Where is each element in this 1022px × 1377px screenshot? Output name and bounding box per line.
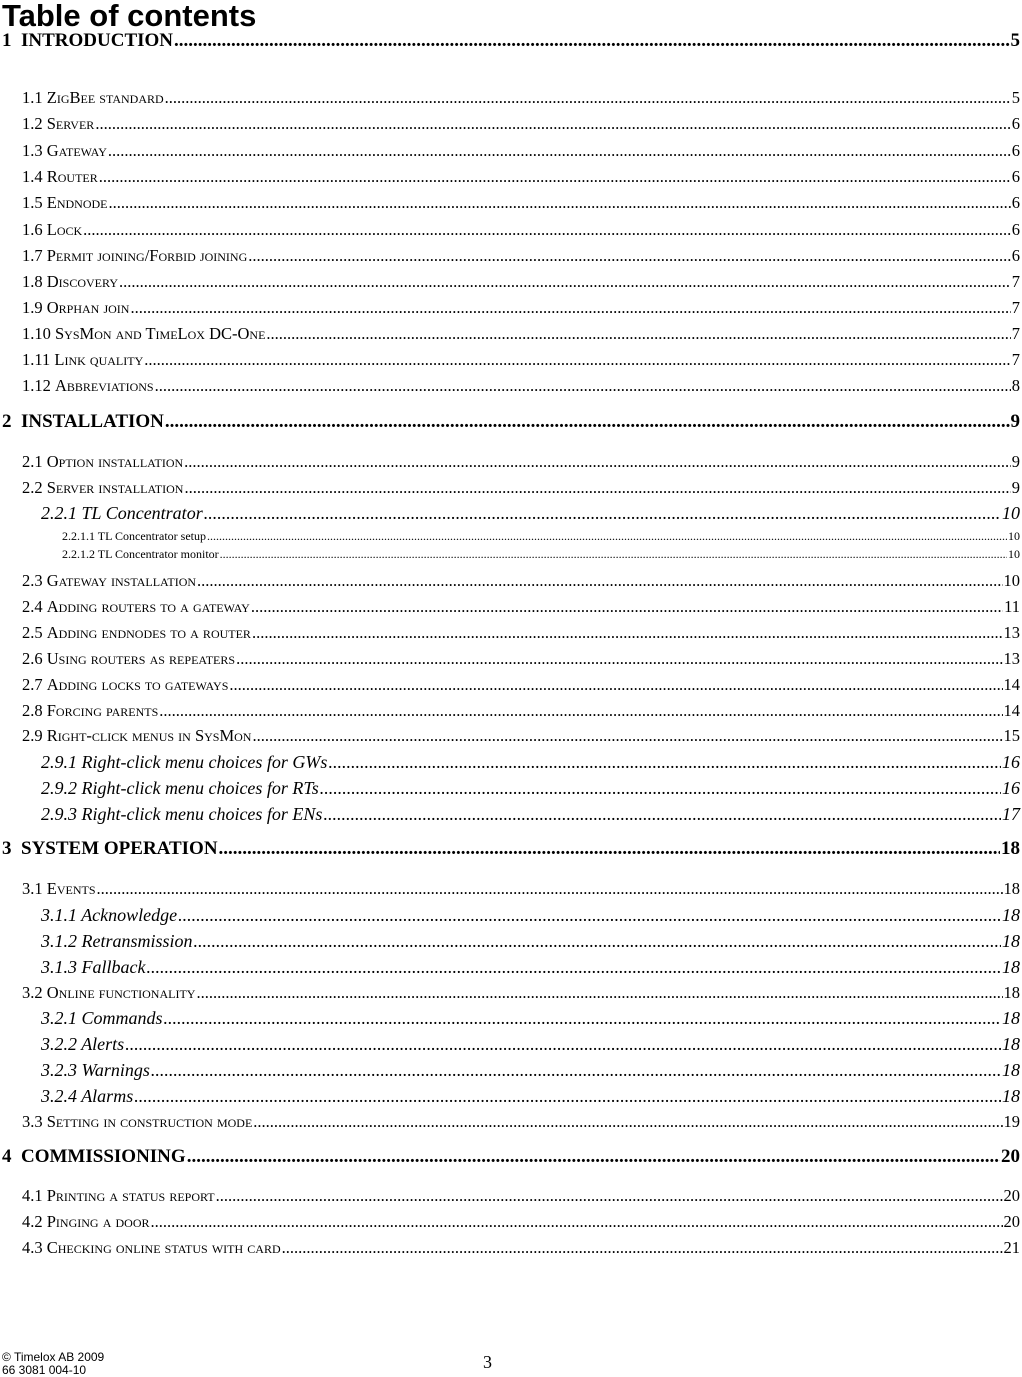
toc-entry-text: Endnode bbox=[46, 193, 108, 212]
toc-entry-title bbox=[22, 298, 129, 318]
toc-entry-title bbox=[41, 778, 319, 799]
toc-entry-page: 13 bbox=[1003, 623, 1020, 642]
toc-entry-text: Abbreviations bbox=[55, 376, 154, 395]
toc-entry-number: 2.9.2 bbox=[41, 778, 82, 798]
toc-entry-number: 2.6 bbox=[22, 649, 47, 668]
toc-entry[interactable] bbox=[22, 141, 1020, 161]
dot-leader bbox=[99, 167, 1011, 187]
toc-entry-text: Adding locks to gateways bbox=[46, 675, 229, 694]
toc-entry-title bbox=[62, 529, 206, 544]
toc-entry-page: 19 bbox=[1003, 1112, 1020, 1131]
toc-entry-page: 6 bbox=[1011, 141, 1020, 160]
toc-entry-text: Lock bbox=[46, 220, 83, 239]
toc-entry[interactable] bbox=[22, 350, 1020, 370]
dot-leader bbox=[184, 478, 1010, 498]
toc-entry-number: 3.1.3 bbox=[41, 957, 82, 977]
dot-leader bbox=[282, 1238, 1003, 1258]
toc-entry-number: 1 bbox=[2, 30, 21, 51]
dot-leader bbox=[164, 1008, 1001, 1029]
toc-entry-text: Warnings bbox=[81, 1060, 150, 1080]
toc-entry-number: 1.5 bbox=[22, 193, 47, 212]
toc-entry-text: Events bbox=[46, 879, 96, 898]
toc-entry-title bbox=[41, 931, 193, 952]
dot-leader bbox=[109, 193, 1011, 213]
toc-entry[interactable] bbox=[41, 905, 1020, 926]
toc-entry-number: 1.1 bbox=[22, 88, 47, 107]
toc-entry-page: 18 bbox=[1001, 838, 1020, 859]
toc-entry-text: Permit joining/Forbid joining bbox=[46, 246, 248, 265]
toc-entry[interactable] bbox=[22, 879, 1020, 899]
toc-entry-page: 18 bbox=[1002, 1060, 1020, 1080]
toc-entry-text: TL Concentrator bbox=[81, 503, 203, 523]
toc-entry[interactable] bbox=[41, 503, 1020, 524]
dot-leader bbox=[119, 272, 1011, 292]
toc-entry-text: Online functionality bbox=[46, 983, 196, 1002]
toc-entry-title bbox=[22, 272, 118, 292]
toc-entry-page: 11 bbox=[1004, 597, 1020, 616]
toc-entry-page: 13 bbox=[1003, 649, 1020, 668]
toc-entry-text: Right-click menu choices for RTs bbox=[81, 778, 319, 798]
toc-entry-page: 6 bbox=[1011, 114, 1020, 133]
toc-entry-page: 7 bbox=[1011, 272, 1020, 291]
toc-entry[interactable] bbox=[22, 167, 1020, 187]
toc-entry[interactable] bbox=[22, 1186, 1020, 1206]
dot-leader bbox=[220, 547, 1007, 562]
toc-entry-title bbox=[22, 452, 183, 472]
toc-entry-page: 20 bbox=[1001, 1146, 1020, 1167]
toc-entry[interactable] bbox=[22, 220, 1020, 240]
toc-entry-title bbox=[22, 1212, 150, 1232]
toc-entry[interactable] bbox=[41, 1034, 1020, 1055]
dot-leader bbox=[151, 1060, 1001, 1081]
toc-entry-page: 18 bbox=[1003, 879, 1020, 898]
dot-leader bbox=[151, 1212, 1003, 1232]
toc-entry-text: Router bbox=[46, 167, 98, 186]
toc-entry[interactable] bbox=[22, 726, 1020, 746]
toc-entry[interactable] bbox=[22, 298, 1020, 318]
toc-entry-page: 16 bbox=[1002, 752, 1020, 772]
toc-entry-number: 2.2.1 bbox=[41, 503, 82, 523]
toc-entry-number: 2.7 bbox=[22, 675, 47, 694]
dot-leader bbox=[174, 30, 1009, 52]
toc-entry[interactable] bbox=[22, 597, 1020, 617]
toc-entry[interactable] bbox=[22, 571, 1020, 591]
toc-entry-number: 3.2.4 bbox=[41, 1086, 82, 1106]
toc-entry-page: 9 bbox=[1011, 452, 1020, 471]
toc-entry-page: 10 bbox=[1008, 547, 1020, 561]
toc-entry-number: 2.5 bbox=[22, 623, 47, 642]
toc-entry[interactable] bbox=[62, 529, 1020, 544]
toc-entry[interactable] bbox=[22, 675, 1020, 695]
toc-entry[interactable] bbox=[41, 804, 1020, 825]
toc-entry[interactable] bbox=[22, 272, 1020, 292]
toc-entry-text: Gateway installation bbox=[46, 571, 197, 590]
toc-entry-title bbox=[22, 141, 107, 161]
toc-entry-number: 3.2.2 bbox=[41, 1034, 82, 1054]
dot-leader bbox=[165, 411, 1010, 433]
toc-entry-title bbox=[22, 193, 108, 213]
toc-entry-title bbox=[41, 905, 177, 926]
toc-entry-page: 5 bbox=[1011, 88, 1020, 107]
dot-leader bbox=[196, 983, 1002, 1003]
dot-leader bbox=[236, 649, 1002, 669]
toc-entry-number: 2.9 bbox=[22, 726, 47, 745]
toc-entry[interactable] bbox=[2, 1146, 1020, 1168]
document-number: 66 3081 004-10 bbox=[2, 1363, 87, 1377]
toc-entry-text: Right-click menu choices for ENs bbox=[81, 804, 323, 824]
toc-entry-number: 1.12 bbox=[22, 376, 55, 395]
toc-entry-title bbox=[41, 1060, 150, 1081]
toc-entry-page: 18 bbox=[1002, 905, 1020, 925]
toc-entry-title bbox=[22, 114, 94, 134]
toc-entry-text: Option installation bbox=[46, 452, 184, 471]
toc-entry-title bbox=[2, 1146, 186, 1168]
toc-entry[interactable] bbox=[41, 1086, 1020, 1107]
toc-entry-text: COMMISSIONING bbox=[21, 1146, 186, 1167]
dot-leader bbox=[266, 324, 1010, 344]
toc-entry-page: 10 bbox=[1008, 529, 1020, 543]
toc-entry-number: 1.6 bbox=[22, 220, 47, 239]
toc-entry-title bbox=[41, 957, 145, 978]
toc-entry-title bbox=[22, 376, 154, 396]
toc-entry-number: 2.3 bbox=[22, 571, 47, 590]
toc-entry[interactable] bbox=[41, 1060, 1020, 1081]
toc-entry-page: 18 bbox=[1003, 983, 1020, 1002]
toc-entry-number: 3.2.1 bbox=[41, 1008, 82, 1028]
dot-leader bbox=[184, 452, 1011, 472]
toc-entry-number: 3.1 bbox=[22, 879, 47, 898]
dot-leader bbox=[204, 503, 1001, 524]
toc-entry-page: 7 bbox=[1011, 324, 1020, 343]
toc-entry-page: 21 bbox=[1003, 1238, 1020, 1257]
toc-entry-title bbox=[22, 324, 265, 344]
toc-entry-number: 1.2 bbox=[22, 114, 47, 133]
toc-entry-title bbox=[22, 623, 251, 643]
toc-entry[interactable] bbox=[2, 838, 1020, 860]
toc-entry-title bbox=[22, 1238, 281, 1258]
toc-entry-page: 6 bbox=[1011, 220, 1020, 239]
dot-leader bbox=[328, 752, 1001, 773]
toc-entry-page: 6 bbox=[1011, 167, 1020, 186]
page-title: Table of contents bbox=[2, 0, 257, 33]
toc-entry-page: 20 bbox=[1003, 1212, 1020, 1231]
toc-entry-text: Link quality bbox=[54, 350, 144, 369]
toc-entry-number: 3.1.2 bbox=[41, 931, 82, 951]
toc-entry-text: Server bbox=[46, 114, 95, 133]
toc-entry-page: 6 bbox=[1011, 246, 1020, 265]
toc-entry-page: 18 bbox=[1002, 1034, 1020, 1054]
toc-entry-text: Orphan join bbox=[46, 298, 130, 317]
dot-leader bbox=[178, 905, 1001, 926]
toc-entry-text: Discovery bbox=[46, 272, 119, 291]
toc-entry-title bbox=[22, 1112, 252, 1132]
toc-entry-number: 2.9.1 bbox=[41, 752, 82, 772]
toc-entry[interactable] bbox=[22, 1238, 1020, 1258]
toc-entry[interactable] bbox=[22, 623, 1020, 643]
toc-entry-title bbox=[41, 1008, 163, 1029]
toc-entry-page: 14 bbox=[1003, 701, 1020, 720]
dot-leader bbox=[97, 879, 1003, 899]
dot-leader bbox=[216, 1186, 1003, 1206]
toc-entry-text: Server installation bbox=[46, 478, 184, 497]
toc-entry-page: 6 bbox=[1011, 193, 1020, 212]
toc-entry[interactable] bbox=[22, 1112, 1020, 1132]
toc-entry-number: 4.3 bbox=[22, 1238, 47, 1257]
toc-entry-title bbox=[22, 597, 250, 617]
toc-entry-page: 15 bbox=[1003, 726, 1020, 745]
toc-entry-number: 3 bbox=[2, 838, 21, 859]
toc-entry-text: Using routers as repeaters bbox=[46, 649, 236, 668]
toc-entry[interactable] bbox=[22, 701, 1020, 721]
toc-entry-title bbox=[22, 701, 158, 721]
toc-entry-page: 17 bbox=[1002, 804, 1020, 824]
toc-entry-title bbox=[41, 804, 322, 825]
toc-entry-number: 1.8 bbox=[22, 272, 47, 291]
toc-entry-number: 2.2 bbox=[22, 478, 47, 497]
dot-leader bbox=[194, 931, 1001, 952]
toc-entry-page: 20 bbox=[1003, 1186, 1020, 1205]
toc-entry-text: TL Concentrator monitor bbox=[97, 547, 219, 561]
toc-entry-number: 1.9 bbox=[22, 298, 47, 317]
toc-entry-text: Commands bbox=[81, 1008, 163, 1028]
toc-entry-title bbox=[41, 752, 327, 773]
toc-entry-title bbox=[22, 879, 96, 899]
toc-entry[interactable] bbox=[41, 1008, 1020, 1029]
toc-entry-title bbox=[41, 1034, 124, 1055]
toc-entry[interactable] bbox=[22, 452, 1020, 472]
toc-entry[interactable] bbox=[22, 376, 1020, 396]
toc-entry[interactable] bbox=[22, 983, 1020, 1003]
dot-leader bbox=[134, 1086, 1001, 1107]
toc-entry-title bbox=[22, 571, 196, 591]
toc-entry-text: Forcing parents bbox=[46, 701, 159, 720]
toc-entry-text: Right-click menu choices for GWs bbox=[81, 752, 328, 772]
dot-leader bbox=[251, 597, 1003, 617]
toc-entry-page: 7 bbox=[1011, 298, 1020, 317]
toc-entry[interactable] bbox=[62, 547, 1020, 562]
toc-entry-title bbox=[22, 983, 195, 1003]
toc-entry-text: Fallback bbox=[81, 957, 146, 977]
toc-entry-text: Checking online status with card bbox=[46, 1238, 281, 1257]
dot-leader bbox=[219, 838, 1000, 860]
toc-entry-text: Setting in construction mode bbox=[46, 1112, 253, 1131]
dot-leader bbox=[165, 88, 1011, 108]
toc-entry[interactable] bbox=[2, 30, 1020, 52]
toc-entry-text: INSTALLATION bbox=[21, 411, 164, 432]
dot-leader bbox=[155, 376, 1011, 396]
toc-entry[interactable] bbox=[2, 411, 1020, 433]
toc-entry-number: 1.7 bbox=[22, 246, 47, 265]
dot-leader bbox=[320, 778, 1001, 799]
toc-entry-number: 4.2 bbox=[22, 1212, 47, 1231]
toc-entry[interactable] bbox=[22, 1212, 1020, 1232]
toc-entry[interactable] bbox=[22, 478, 1020, 498]
toc-entry[interactable] bbox=[41, 957, 1020, 978]
toc-entry-page: 10 bbox=[1003, 571, 1020, 590]
toc-entry[interactable] bbox=[41, 778, 1020, 799]
copyright: © Timelox AB 2009 bbox=[2, 1350, 105, 1364]
toc-entry-page: 14 bbox=[1003, 675, 1020, 694]
toc-entry-page: 18 bbox=[1002, 1008, 1020, 1028]
toc-entry-title bbox=[22, 1186, 215, 1206]
toc-entry-text: Acknowledge bbox=[81, 905, 178, 925]
dot-leader bbox=[130, 298, 1010, 318]
toc-entry-number: 1.10 bbox=[22, 324, 55, 343]
toc-entry-text: TL Concentrator setup bbox=[97, 529, 206, 543]
dot-leader bbox=[125, 1034, 1001, 1055]
toc-entry-text: SYSTEM OPERATION bbox=[21, 838, 218, 859]
toc-entry-number: 3.3 bbox=[22, 1112, 47, 1131]
footer bbox=[2, 1351, 104, 1377]
toc-entry-number: 1.4 bbox=[22, 167, 47, 186]
toc-entry-page: 16 bbox=[1002, 778, 1020, 798]
toc-entry-text: ZigBee standard bbox=[46, 88, 164, 107]
toc-entry-title bbox=[62, 547, 219, 562]
toc-entry[interactable] bbox=[41, 752, 1020, 773]
toc-entry-page: 7 bbox=[1011, 350, 1020, 369]
dot-leader bbox=[95, 114, 1010, 134]
toc-entry-number: 1.3 bbox=[22, 141, 47, 160]
toc-entry-text: INTRODUCTION bbox=[21, 30, 174, 51]
toc-entry-page: 18 bbox=[1002, 1086, 1020, 1106]
toc-entry-page: 5 bbox=[1010, 30, 1020, 51]
toc-entry-text: Alarms bbox=[81, 1086, 134, 1106]
toc-entry-title bbox=[2, 30, 173, 52]
toc-entry-text: SysMon and TimeLox DC-One bbox=[55, 324, 266, 343]
toc-entry-page: 8 bbox=[1011, 376, 1020, 395]
toc-entry[interactable] bbox=[22, 88, 1020, 108]
toc-entry-title bbox=[2, 838, 218, 860]
toc-entry-text: Retransmission bbox=[81, 931, 193, 951]
dot-leader bbox=[159, 701, 1002, 721]
toc-entry[interactable] bbox=[22, 114, 1020, 134]
dot-leader bbox=[187, 1146, 1000, 1168]
toc-entry-text: Adding endnodes to a router bbox=[46, 623, 251, 642]
toc-entry-title bbox=[22, 675, 228, 695]
dot-leader bbox=[146, 957, 1001, 978]
toc-entry-title bbox=[22, 220, 82, 240]
toc-entry-number: 2.8 bbox=[22, 701, 47, 720]
toc-entry-title bbox=[41, 1086, 133, 1107]
toc-entry-title bbox=[22, 350, 143, 370]
toc-entry-number: 2 bbox=[2, 411, 21, 432]
dot-leader bbox=[323, 804, 1001, 825]
page-number: 3 bbox=[483, 1352, 492, 1372]
toc-entry-text: Right-click menus in SysMon bbox=[46, 726, 252, 745]
toc-entry[interactable] bbox=[41, 931, 1020, 952]
toc-entry-number: 2.9.3 bbox=[41, 804, 82, 824]
toc-entry-title bbox=[41, 503, 203, 524]
toc-entry-text: Pinging a door bbox=[46, 1212, 150, 1231]
toc-entry-text: Adding routers to a gateway bbox=[46, 597, 250, 616]
dot-leader bbox=[83, 220, 1011, 240]
dot-leader bbox=[229, 675, 1002, 695]
toc-entry-number: 3.2.3 bbox=[41, 1060, 82, 1080]
toc-entry[interactable] bbox=[22, 649, 1020, 669]
toc-entry-number: 4.1 bbox=[22, 1186, 47, 1205]
toc-entry-title bbox=[22, 478, 183, 498]
toc-entry-title bbox=[22, 88, 164, 108]
toc-entry-title bbox=[22, 246, 247, 266]
toc-entry-number: 4 bbox=[2, 1146, 21, 1167]
toc-entry[interactable] bbox=[22, 324, 1020, 344]
toc-entry-page: 9 bbox=[1011, 478, 1020, 497]
dot-leader bbox=[108, 141, 1011, 161]
dot-leader bbox=[252, 623, 1003, 643]
dot-leader bbox=[248, 246, 1010, 266]
toc-entry-page: 10 bbox=[1002, 503, 1020, 523]
dot-leader bbox=[144, 350, 1011, 370]
toc-entry-title bbox=[22, 649, 235, 669]
dot-leader bbox=[197, 571, 1002, 591]
toc-entry[interactable] bbox=[22, 246, 1020, 266]
toc-entry-number: 2.2.1.1 bbox=[62, 529, 98, 543]
dot-leader bbox=[207, 529, 1007, 544]
toc-entry-page: 18 bbox=[1002, 931, 1020, 951]
toc-entry-text: Printing a status report bbox=[46, 1186, 215, 1205]
toc-entry-number: 3.1.1 bbox=[41, 905, 82, 925]
toc-entry-text: Gateway bbox=[46, 141, 107, 160]
toc-entry-number: 2.4 bbox=[22, 597, 47, 616]
toc-entry-number: 1.11 bbox=[22, 350, 55, 369]
toc-entry-page: 9 bbox=[1010, 411, 1020, 432]
toc-entry-title bbox=[22, 726, 251, 746]
toc-entry-number: 3.2 bbox=[22, 983, 47, 1002]
toc-entry[interactable] bbox=[22, 193, 1020, 213]
toc-entry-title bbox=[2, 411, 164, 433]
toc-entry-number: 2.1 bbox=[22, 452, 47, 471]
dot-leader bbox=[252, 726, 1002, 746]
toc-entry-number: 2.2.1.2 bbox=[62, 547, 98, 561]
dot-leader bbox=[253, 1112, 1002, 1132]
toc-entry-page: 18 bbox=[1002, 957, 1020, 977]
toc-entry-title bbox=[22, 167, 98, 187]
toc-entry-text: Alerts bbox=[81, 1034, 125, 1054]
